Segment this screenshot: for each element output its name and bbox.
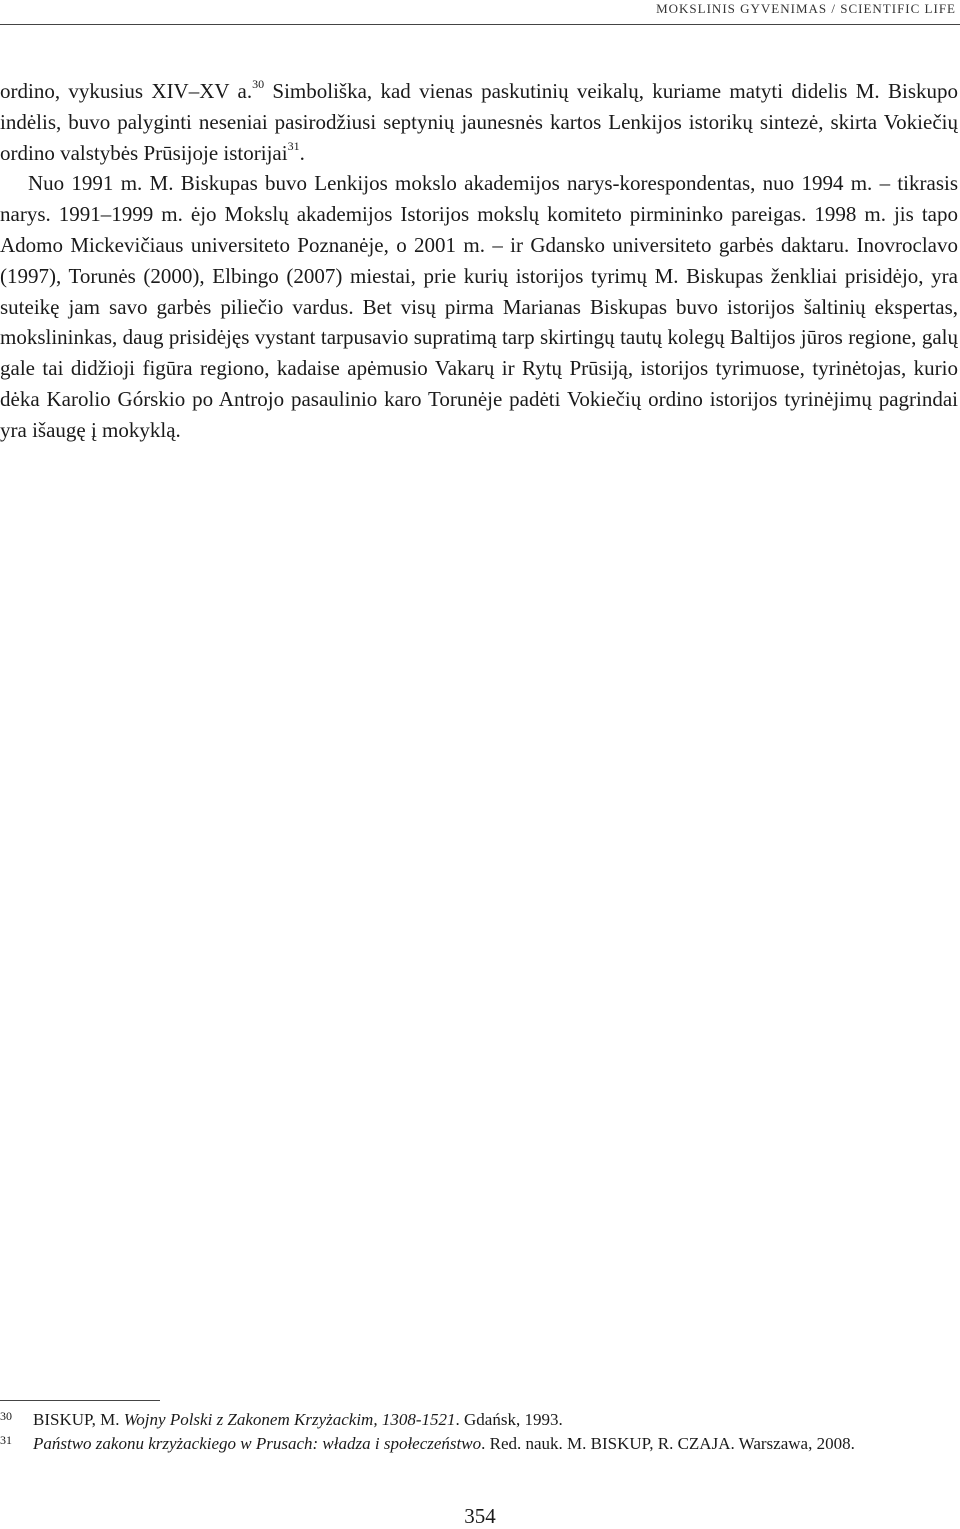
footnote-title: Wojny Polski z Zakonem Krzyżackim, 1308-1521 xyxy=(123,1410,456,1429)
footnote-separator xyxy=(0,1400,160,1401)
page-number: 354 xyxy=(464,1504,496,1528)
footnote-ref-30[interactable]: 30 xyxy=(252,77,265,91)
paragraph-1-text-b: Simboliška, kad vienas paskutinių veikalų, kuriame matyti didelis M. Biskupo indėlis, buvo palyginti neseniai pasirodžiusi septynių jaunesnės kartos Lenkijos istorikų sintezė, skirta Vokiečių ordino valstybės Prūsijoje istorijai xyxy=(0,79,958,165)
footnote-number: 31 xyxy=(0,1433,12,1447)
paragraph-1 xyxy=(0,76,958,168)
footnote-title: Państwo zakonu krzyżackiego w Prusach: władza i społeczeństwo xyxy=(33,1434,482,1453)
paragraph-1-text-c: . xyxy=(299,140,305,165)
footnote-text-b: . Gdańsk, 1993. xyxy=(455,1410,563,1429)
footnote-31 xyxy=(0,1432,958,1456)
footnote-text-b: . Red. nauk. M. BISKUP, R. CZAJA. Warszawa, 2008. xyxy=(481,1434,855,1453)
footnote-ref-31[interactable]: 31 xyxy=(287,138,300,153)
footnotes xyxy=(0,1408,958,1456)
footnote-number: 30 xyxy=(0,1409,12,1423)
paragraph-2: Nuo 1991 m. M. Biskupas buvo Lenkijos mokslo akademijos narys-korespondentas, nuo 1994 m. – tikrasis narys. 1991–1999 m. ėjo Mokslų akademijos Istorijos mokslų komiteto pirmininko pareigas. 1998 m. jis tapo Adomo Mickevičiaus universiteto Poznanėje, o 2001 m. – ir Gdansko universiteto garbės daktaru. Inovroclavo (1997), Torunės (2000), Elbingo (2007) miestai, prie kurių istorijos tyrimų M. Biskupas ženkliai prisidėjo, yra suteikę jam savo garbės piliečio vardus. Bet visų pirma Marianas Biskupas buvo istorijos šaltinių ekspertas, mokslininkas, daug prisidėjęs vystant tarpusavio supratimą tarp skirtingų tautų kolegų Baltijos jūros regione, galų gale tai didžioji figūra regiono, kadaise apėmusio Vakarų ir Rytų Prūsiją, istorijos tyrimuose, tyrinėtojas, kurio dėka Karolio Górskio po Antrojo pasaulinio karo Torunėje padėti Vokiečių ordino istorijos tyrinėjimų pagrindai yra išaugę į mokyklą. xyxy=(0,171,958,442)
footnote-30 xyxy=(0,1408,958,1432)
paragraph-1-text-a: ordino, vykusius XIV–XV a. xyxy=(0,79,253,103)
footnote-text-a: BISKUP, M. xyxy=(33,1410,124,1429)
main-text xyxy=(0,76,958,446)
running-head: MOKSLINIS GYVENIMAS / SCIENTIFIC LIFE xyxy=(656,1,956,16)
header-rule xyxy=(0,24,960,25)
